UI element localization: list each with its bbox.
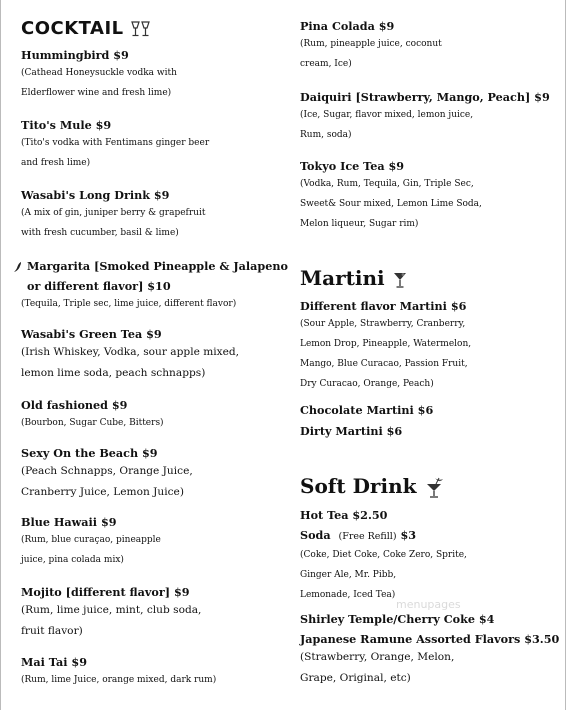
item-name: Old fashioned $9 bbox=[21, 398, 128, 412]
menu-item-daiquiri bbox=[300, 89, 550, 145]
item-name: Tokyo Ice Tea $9 bbox=[300, 159, 405, 173]
item-desc: (Sour Apple, Strawberry, Cranberry, bbox=[300, 319, 466, 329]
item-desc: Cranberry Juice, Lemon Juice) bbox=[21, 485, 184, 498]
item-name: Hummingbird $9 bbox=[21, 48, 129, 62]
martini-title-text: Martini bbox=[300, 266, 385, 290]
menu-item-japanese-ramune bbox=[300, 631, 559, 688]
item-desc: (Bourbon, Sugar Cube, Bitters) bbox=[21, 418, 164, 428]
menu-item-tokyo-ice-tea bbox=[300, 158, 482, 234]
item-desc: Ginger Ale, Mr. Pibb, bbox=[300, 570, 397, 580]
soft-drink-title-text: Soft Drink bbox=[300, 474, 417, 498]
item-name: Different flavor Martini $6 bbox=[300, 299, 467, 313]
tropical-drink-icon bbox=[423, 477, 445, 499]
item-desc: (Tequila, Triple sec, lime juice, different flavor) bbox=[21, 299, 237, 309]
item-name: Wasabi's Long Drink $9 bbox=[21, 188, 170, 202]
item-name: Margarita [Smoked Pineapple & Jalapeno bbox=[27, 259, 288, 273]
martini-section-title bbox=[300, 266, 408, 290]
menu-item-hummingbird bbox=[21, 47, 177, 103]
item-name: Mai Tai $9 bbox=[21, 655, 87, 669]
menu-item-old-fashioned bbox=[21, 397, 164, 433]
item-desc: (Rum, lime juice, mint, club soda, bbox=[21, 604, 202, 616]
item-name: Mojito [different flavor] $9 bbox=[21, 585, 190, 599]
cocktail-title-text: COCKTAIL bbox=[21, 18, 124, 39]
item-name: Chocolate Martini $6 bbox=[300, 403, 434, 417]
item-desc: juice, pina colada mix) bbox=[21, 555, 124, 565]
item-name: Daiquiri [Strawberry, Mango, Peach] $9 bbox=[300, 90, 550, 104]
item-desc: Rum, soda) bbox=[300, 130, 352, 140]
item-desc: (Cathead Honeysuckle vodka with bbox=[21, 68, 177, 78]
item-desc: Lemon Drop, Pineapple, Watermelon, bbox=[300, 339, 472, 349]
item-name: Tito's Mule $9 bbox=[21, 118, 112, 132]
item-desc: (Strawberry, Orange, Melon, bbox=[300, 651, 455, 663]
item-name-line bbox=[300, 527, 467, 545]
item-name: Wasabi's Green Tea $9 bbox=[21, 327, 162, 341]
item-desc: (Peach Schnapps, Orange Juice, bbox=[21, 465, 193, 477]
item-desc: (Tito's vodka with Fentimans ginger beer bbox=[21, 138, 210, 148]
chili-pepper-icon bbox=[13, 261, 23, 273]
item-note: (Free Refill) bbox=[338, 531, 397, 542]
menu-item-dirty-martini bbox=[300, 423, 402, 439]
item-desc: with fresh cucumber, basil & lime) bbox=[21, 228, 179, 238]
item-desc: Dry Curacao, Orange, Peach) bbox=[300, 379, 434, 389]
item-desc: (Coke, Diet Coke, Coke Zero, Sprite, bbox=[300, 550, 467, 560]
item-name: Hot Tea $2.50 bbox=[300, 508, 388, 522]
item-desc: cream, Ice) bbox=[300, 59, 352, 69]
item-name-continued: or different flavor] $10 bbox=[27, 279, 171, 293]
item-desc: Lemonade, Iced Tea) bbox=[300, 590, 396, 600]
item-desc: (Vodka, Rum, Tequila, Gin, Triple Sec, bbox=[300, 179, 474, 189]
menu-item-soda bbox=[300, 527, 467, 605]
item-desc: (Ice, Sugar, flavor mixed, lemon juice, bbox=[300, 110, 474, 120]
menu-item-hot-tea bbox=[300, 507, 387, 523]
soft-drink-section-title bbox=[300, 474, 445, 499]
item-name: Shirley Temple/Cherry Coke $4 bbox=[300, 612, 495, 626]
item-desc: Sweet& Sour mixed, Lemon Lime Soda, bbox=[300, 199, 482, 209]
item-desc: (Rum, lime Juice, orange mixed, dark rum) bbox=[21, 675, 217, 685]
item-desc: (Irish Whiskey, Vodka, sour apple mixed, bbox=[21, 346, 240, 358]
cocktail-section-title bbox=[21, 18, 152, 39]
item-name: Blue Hawaii $9 bbox=[21, 515, 117, 529]
item-desc: Elderflower wine and fresh lime) bbox=[21, 88, 172, 98]
menu-item-shirley-temple bbox=[300, 611, 494, 627]
menu-item-mai-tai bbox=[21, 654, 216, 690]
menu-item-pina-colada bbox=[300, 18, 442, 74]
item-name: Soda bbox=[300, 528, 331, 542]
item-name: Sexy On the Beach $9 bbox=[21, 446, 158, 460]
menu-item-blue-hawaii bbox=[21, 514, 161, 570]
menu-item-wasabis-long-drink bbox=[21, 187, 205, 243]
item-desc: and fresh lime) bbox=[21, 158, 91, 168]
menu-item-sexy-on-the-beach bbox=[21, 445, 193, 502]
item-name: Pina Colada $9 bbox=[300, 19, 395, 33]
menu-item-chocolate-martini bbox=[300, 402, 433, 418]
menu-item-margarita bbox=[21, 258, 288, 314]
item-desc: lemon lime soda, peach schnapps) bbox=[21, 366, 206, 379]
item-desc: (Rum, pineapple juice, coconut bbox=[300, 39, 442, 49]
item-name: Dirty Martini $6 bbox=[300, 424, 403, 438]
item-desc: (A mix of gin, juniper berry & grapefruit bbox=[21, 208, 206, 218]
watermark: menupages bbox=[396, 598, 461, 611]
martini-glass-icon bbox=[392, 271, 408, 289]
cocktail-glasses-icon bbox=[130, 20, 152, 38]
item-desc: Melon liqueur, Sugar rim) bbox=[300, 219, 419, 229]
menu-item-titos-mule bbox=[21, 117, 209, 173]
menu-item-mojito bbox=[21, 584, 201, 641]
item-price: $3 bbox=[400, 528, 417, 542]
item-name: Japanese Ramune Assorted Flavors $3.50 bbox=[300, 632, 560, 646]
menu-item-different-flavor-martini bbox=[300, 298, 471, 394]
item-desc: Grape, Original, etc) bbox=[300, 671, 411, 684]
menu-item-wasabis-green-tea bbox=[21, 326, 239, 383]
item-desc: fruit flavor) bbox=[21, 624, 83, 637]
item-desc: (Rum, blue curaçao, pineapple bbox=[21, 535, 161, 545]
item-desc: Mango, Blue Curacao, Passion Fruit, bbox=[300, 359, 468, 369]
